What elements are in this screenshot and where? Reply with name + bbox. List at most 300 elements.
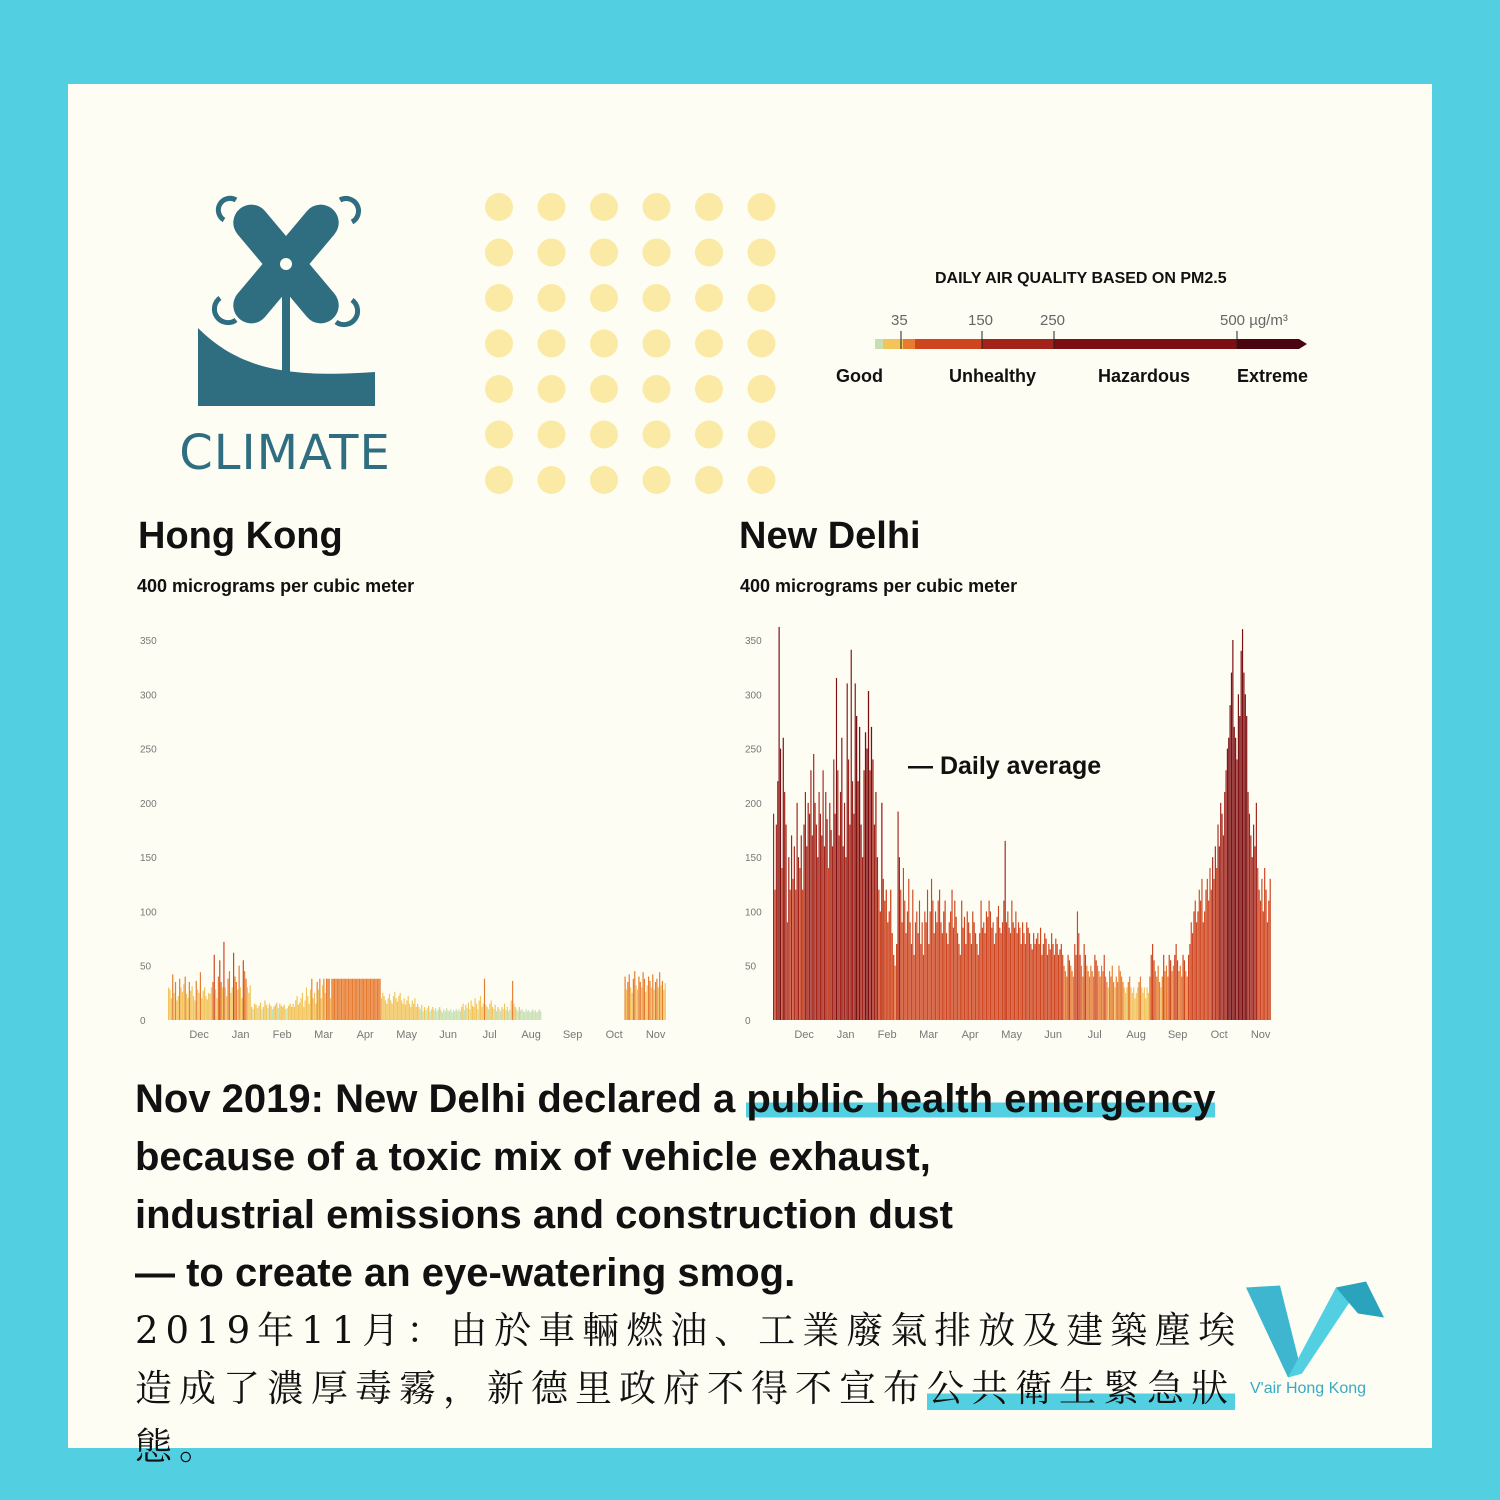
bar (852, 781, 853, 1020)
bar (179, 979, 180, 1020)
bar (862, 857, 863, 1020)
bar (841, 738, 842, 1020)
brand-name: V'air Hong Kong (1250, 1380, 1367, 1397)
bar (370, 979, 371, 1020)
bar (535, 1010, 536, 1020)
x-tick-label: Oct (1210, 1029, 1228, 1041)
bar (353, 979, 354, 1020)
bar (424, 1007, 425, 1020)
bar (194, 1000, 195, 1020)
bar (323, 979, 324, 1020)
bar (1037, 933, 1038, 1020)
bar (662, 981, 663, 1020)
bar (940, 922, 941, 1020)
y-tick-label: 350 (140, 636, 157, 647)
x-tick-label: Sep (562, 1029, 583, 1041)
bar (255, 1005, 256, 1020)
bar (1128, 982, 1129, 1020)
bar (287, 1008, 288, 1020)
bar (1191, 922, 1192, 1020)
bar (178, 996, 179, 1020)
bar (1152, 944, 1153, 1020)
bar (1144, 987, 1145, 1020)
bar (787, 922, 788, 1020)
bar (883, 879, 884, 1020)
bar (1201, 879, 1202, 1020)
bar (1195, 901, 1196, 1020)
bar (376, 979, 377, 1020)
bar (1209, 868, 1210, 1020)
bar (1193, 911, 1194, 1020)
bar (475, 998, 476, 1020)
bar (779, 627, 780, 1020)
bar (972, 911, 973, 1020)
bar (855, 683, 856, 1020)
bar (1065, 971, 1066, 1020)
bar (898, 812, 899, 1020)
bar (983, 922, 984, 1020)
bar (652, 974, 653, 1020)
x-tick-label: Feb (272, 1029, 292, 1041)
bar (665, 983, 666, 1020)
bar (465, 1005, 466, 1020)
bar (1180, 966, 1181, 1020)
bar (868, 691, 869, 1020)
bar (349, 979, 350, 1020)
bar (226, 996, 227, 1020)
bar (1235, 738, 1236, 1020)
bar (1047, 955, 1048, 1020)
bar (930, 911, 931, 1020)
bar (297, 996, 298, 1020)
bar (1254, 846, 1255, 1020)
bar (1126, 987, 1127, 1020)
bar (374, 979, 375, 1020)
decor-dot (538, 330, 566, 358)
bar (836, 678, 837, 1020)
bar (658, 987, 659, 1020)
y-tick-label: 250 (140, 744, 157, 756)
new-delhi-pm25-chart (735, 420, 1335, 1060)
bar (294, 1007, 295, 1020)
bar (524, 1012, 525, 1020)
bar (495, 1005, 496, 1020)
bar (1211, 890, 1212, 1020)
bar (1118, 966, 1119, 1020)
bar (364, 979, 365, 1020)
bar (496, 1011, 497, 1020)
bar (928, 944, 929, 1020)
bar (1155, 971, 1156, 1020)
bar (953, 928, 954, 1020)
bar (212, 982, 213, 1020)
bar (932, 901, 933, 1020)
decor-dot (538, 193, 566, 221)
bar (774, 890, 775, 1020)
bar (1070, 966, 1071, 1020)
bar (819, 792, 820, 1020)
y-tick-label: 150 (745, 853, 762, 865)
bar (278, 1008, 279, 1020)
bar (1149, 977, 1150, 1020)
bar (797, 803, 798, 1020)
bar (877, 857, 878, 1020)
bar (247, 987, 248, 1020)
bar (539, 1009, 540, 1020)
bar (956, 917, 957, 1020)
bar (912, 890, 913, 1020)
bar (881, 803, 882, 1020)
bar (507, 1007, 508, 1020)
bar (314, 993, 315, 1020)
headline-chinese (135, 1302, 1245, 1476)
bar (1061, 944, 1062, 1020)
bar (346, 979, 347, 1020)
y-tick-label: 50 (745, 961, 757, 973)
legend-band-usg (903, 339, 915, 349)
bar (227, 979, 228, 1020)
bar (1169, 955, 1170, 1020)
bar (1182, 955, 1183, 1020)
bar (626, 990, 627, 1020)
bar (261, 1009, 262, 1020)
decor-dot (485, 375, 513, 403)
bar (974, 922, 975, 1020)
bar (232, 987, 233, 1020)
bar (319, 979, 320, 1020)
bar (431, 1009, 432, 1020)
bar (254, 1004, 255, 1020)
bar (900, 890, 901, 1020)
bar (434, 1010, 435, 1020)
bar (1108, 987, 1109, 1020)
bar (1050, 949, 1051, 1020)
bar (810, 770, 811, 1020)
bar (896, 944, 897, 1020)
bar (1136, 993, 1137, 1020)
bar (964, 917, 965, 1020)
bar (187, 998, 188, 1020)
bar (275, 1005, 276, 1020)
bar (1011, 901, 1012, 1020)
bar (1122, 982, 1123, 1020)
x-tick-label: Jun (1044, 1029, 1062, 1041)
bar (1039, 944, 1040, 1020)
bar (176, 1000, 177, 1020)
decor-dot (590, 284, 618, 312)
bar (356, 979, 357, 1020)
bar (484, 979, 485, 1020)
bar (1010, 933, 1011, 1020)
bar (344, 979, 345, 1020)
bar (631, 993, 632, 1020)
bar (1156, 977, 1157, 1020)
bar (307, 996, 308, 1020)
bar (872, 759, 873, 1020)
bar (1153, 960, 1154, 1020)
bar (1184, 960, 1185, 1020)
bar (1006, 922, 1007, 1020)
bar (459, 1009, 460, 1020)
legend-title: DAILY AIR QUALITY BASED ON PM2.5 (935, 270, 1227, 287)
bar (1224, 792, 1225, 1020)
bar (801, 835, 802, 1020)
bar (393, 996, 394, 1020)
bar (1092, 971, 1093, 1020)
bar (1064, 966, 1065, 1020)
bar (1148, 993, 1149, 1020)
bar (1117, 982, 1118, 1020)
bar (1196, 922, 1197, 1020)
bar (998, 906, 999, 1020)
chart-title-new-delhi: New Delhi (739, 515, 921, 557)
bar (773, 814, 774, 1020)
bar (264, 1000, 265, 1020)
bar (1158, 966, 1159, 1020)
bar (1141, 987, 1142, 1020)
bar (225, 987, 226, 1020)
legend-label-good: Good (836, 366, 883, 386)
bar (520, 1010, 521, 1020)
bar (342, 979, 343, 1020)
bar (452, 1012, 453, 1020)
bar (1257, 868, 1258, 1020)
legend-tick: 150 (968, 312, 994, 329)
bar (1221, 814, 1222, 1020)
bar (413, 1004, 414, 1020)
y-tick-label: 300 (745, 690, 762, 702)
bar (938, 901, 939, 1020)
bar (1189, 944, 1190, 1020)
bar (528, 1010, 529, 1020)
bar (1033, 933, 1034, 1020)
legend-label-extreme: Extreme (1237, 366, 1309, 386)
bar (1212, 857, 1213, 1020)
bar (200, 972, 201, 1020)
bar (958, 944, 959, 1020)
bar (902, 922, 903, 1020)
bar (382, 993, 383, 1020)
bar (1007, 911, 1008, 1020)
bar (641, 987, 642, 1020)
bar (355, 979, 356, 1020)
bar (1162, 977, 1163, 1020)
bar (193, 996, 194, 1020)
bar (656, 979, 657, 1020)
bar (1101, 966, 1102, 1020)
bar (432, 1007, 433, 1020)
bar (1021, 944, 1022, 1020)
bar (1034, 944, 1035, 1020)
bar (1026, 922, 1027, 1020)
bar (384, 996, 385, 1020)
chart-subtitle-hong-kong: 400 micrograms per cubic meter (137, 576, 415, 596)
bar (476, 1004, 477, 1020)
bar (168, 987, 169, 1020)
decor-dot (643, 284, 671, 312)
bar (380, 979, 381, 1020)
bar (859, 727, 860, 1020)
chinese-line2: 造成了濃厚毒霧，新德里政府不得不宣布 (135, 1367, 927, 1410)
bar (997, 917, 998, 1020)
bar (627, 982, 628, 1020)
y-tick-label: 0 (140, 1016, 146, 1027)
bar (378, 979, 379, 1020)
bar (333, 979, 334, 1020)
bar (381, 998, 382, 1020)
bar (931, 879, 932, 1020)
x-tick-label: May (396, 1029, 418, 1041)
bar (428, 1006, 429, 1020)
bar (625, 977, 626, 1020)
bar (795, 890, 796, 1020)
bar (865, 732, 866, 1020)
bar (1030, 944, 1031, 1020)
bar (813, 754, 814, 1020)
bar (322, 985, 323, 1020)
bar (918, 933, 919, 1020)
bar (310, 990, 311, 1020)
chinese-line2-end: 。 (179, 1425, 223, 1468)
bar (1167, 977, 1168, 1020)
bar (1085, 955, 1086, 1020)
decor-dot (748, 330, 776, 358)
bar (508, 1011, 509, 1020)
bar (869, 770, 870, 1020)
bar (414, 998, 415, 1020)
bar (529, 1012, 530, 1020)
bar (215, 990, 216, 1020)
bar (816, 825, 817, 1020)
bar (327, 979, 328, 1020)
bar (1100, 977, 1101, 1020)
bar (849, 825, 850, 1020)
bar (483, 1004, 484, 1020)
bar (404, 998, 405, 1020)
bar (1267, 922, 1268, 1020)
bar (521, 1009, 522, 1020)
bar (785, 825, 786, 1020)
bar (884, 901, 885, 1020)
bar (1110, 977, 1111, 1020)
x-tick-label: Mar (314, 1029, 334, 1041)
bar (1185, 971, 1186, 1020)
bar (313, 998, 314, 1020)
bar (1072, 971, 1073, 1020)
bar (1230, 705, 1231, 1020)
bar (851, 650, 852, 1020)
bar (831, 830, 832, 1020)
bar (335, 979, 336, 1020)
bar (221, 982, 222, 1020)
bar (927, 890, 928, 1020)
bar (446, 1008, 447, 1020)
bar (485, 1005, 486, 1020)
bar (416, 1007, 417, 1020)
bar (655, 982, 656, 1020)
bar (400, 993, 401, 1020)
legend-tick: 250 (1040, 312, 1066, 329)
bar (1015, 911, 1016, 1020)
bar (1223, 835, 1224, 1020)
bar (257, 1008, 258, 1020)
bar (1081, 966, 1082, 1020)
bar (1089, 977, 1090, 1020)
bar (660, 985, 661, 1020)
bar (182, 992, 183, 1020)
bar (640, 982, 641, 1020)
bar (1032, 949, 1033, 1020)
bar (180, 987, 181, 1020)
x-tick-label: Oct (605, 1029, 623, 1041)
bar (505, 1010, 506, 1020)
bar (481, 1007, 482, 1020)
bar (493, 1009, 494, 1020)
bar (1188, 955, 1189, 1020)
bar (377, 979, 378, 1020)
bar (463, 1004, 464, 1020)
bar (908, 879, 909, 1020)
bar (1245, 694, 1246, 1020)
bar (907, 911, 908, 1020)
bar (1078, 933, 1079, 1020)
bar (1044, 933, 1045, 1020)
x-tick-label: Apr (356, 1029, 374, 1041)
bar (252, 1009, 253, 1020)
bar (654, 990, 655, 1020)
bar (190, 991, 191, 1020)
bar (777, 781, 778, 1020)
bar (299, 1003, 300, 1020)
bar (1174, 955, 1175, 1020)
bar (906, 933, 907, 1020)
bar (309, 1004, 310, 1020)
x-tick-label: Jul (482, 1029, 497, 1041)
bar (218, 977, 219, 1020)
bar (911, 944, 912, 1020)
bar (532, 1009, 533, 1020)
bar (1203, 922, 1204, 1020)
bar (362, 979, 363, 1020)
bar (497, 1007, 498, 1020)
bar (1022, 922, 1023, 1020)
bar (923, 955, 924, 1020)
legend-label-hazardous: Hazardous (1098, 366, 1191, 386)
bar (629, 974, 630, 1020)
bar (824, 846, 825, 1020)
bar (473, 1007, 474, 1020)
legend-band-good (875, 339, 883, 349)
decor-dot (485, 330, 513, 358)
bar (1137, 987, 1138, 1020)
bar (1246, 716, 1247, 1020)
x-tick-label: Nov (645, 1029, 666, 1041)
bar (1176, 944, 1177, 1020)
bar (642, 972, 643, 1020)
bar (207, 999, 208, 1020)
bar (243, 960, 244, 1020)
bar (1270, 879, 1271, 1020)
decor-dot (695, 239, 723, 267)
bar (950, 911, 951, 1020)
bar (1236, 759, 1237, 1020)
bar (1048, 944, 1049, 1020)
legend-label-unhealthy: Unhealthy (949, 366, 1037, 386)
bar (806, 846, 807, 1020)
bar (366, 979, 367, 1020)
bar (464, 1010, 465, 1020)
bar (1134, 998, 1135, 1020)
